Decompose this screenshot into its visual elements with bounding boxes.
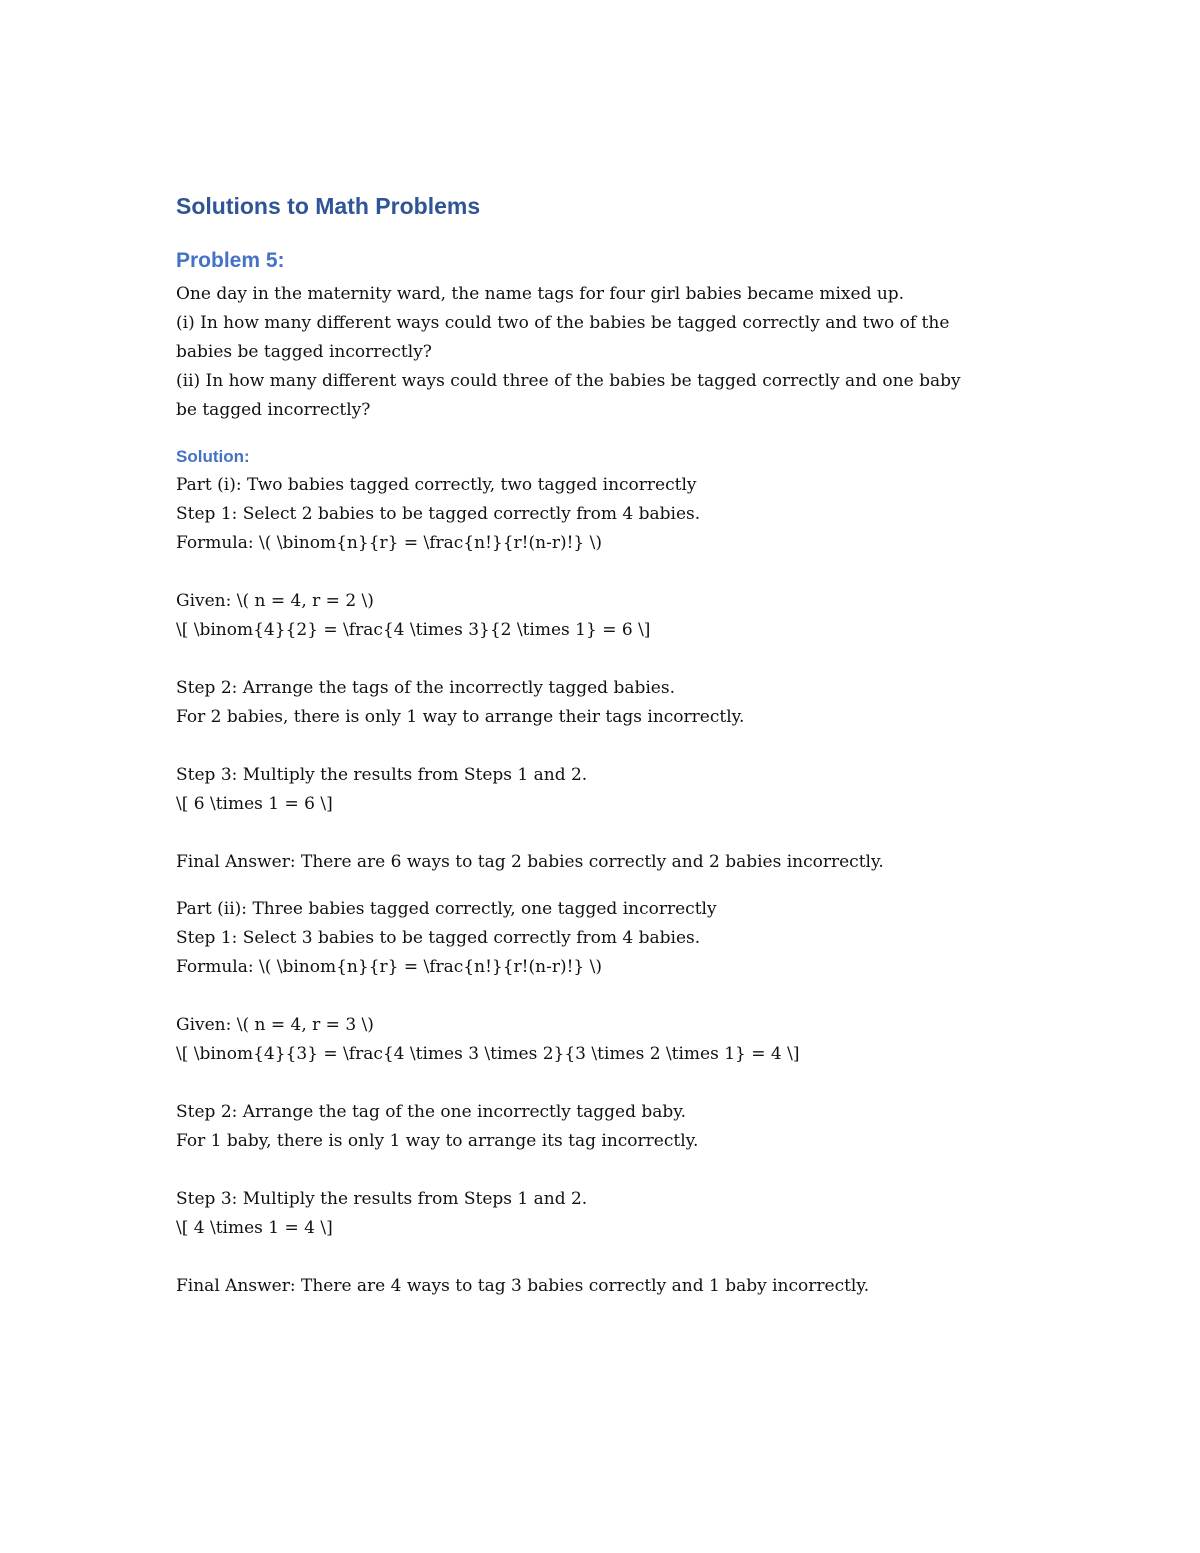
spacer	[176, 558, 1036, 587]
formula-text: Formula: \( \binom{n}{r} = \frac{n!}{r!(n-r)!} \)	[176, 533, 602, 553]
step-3-calculation: \[ 4 \times 1 = 4 \]	[176, 1218, 333, 1238]
spacer	[176, 982, 1036, 1011]
problem-line: babies be tagged incorrectly?	[176, 342, 432, 362]
step-3-text: Step 3: Multiply the results from Steps 1 and 2.	[176, 1189, 588, 1209]
part-title: Part (i): Two babies tagged correctly, two tagged incorrectly	[176, 475, 697, 495]
solution-part-2	[176, 895, 1036, 1301]
calculation-text: \[ \binom{4}{3} = \frac{4 \times 3 \times 2}{3 \times 2 \times 1} = 4 \]	[176, 1044, 800, 1064]
problem-heading: Problem 5:	[176, 249, 285, 272]
spacer	[176, 1069, 1036, 1098]
step-1-text: Step 1: Select 2 babies to be tagged correctly from 4 babies.	[176, 504, 701, 524]
spacer	[176, 1243, 1036, 1272]
step-2-detail: For 2 babies, there is only 1 way to arrange their tags incorrectly.	[176, 707, 745, 727]
solution-part-1	[176, 471, 1036, 877]
solution-heading: Solution:	[176, 447, 250, 466]
spacer	[176, 732, 1036, 761]
given-text: Given: \( n = 4, r = 2 \)	[176, 591, 374, 611]
formula-text: Formula: \( \binom{n}{r} = \frac{n!}{r!(n-r)!} \)	[176, 957, 602, 977]
part-title: Part (ii): Three babies tagged correctly, one tagged incorrectly	[176, 899, 717, 919]
problem-line: (i) In how many different ways could two of the babies be tagged correctly and two of the	[176, 313, 950, 333]
step-3-text: Step 3: Multiply the results from Steps 1 and 2.	[176, 765, 588, 785]
final-answer: Final Answer: There are 6 ways to tag 2 babies correctly and 2 babies incorrectly.	[176, 852, 884, 872]
spacer	[176, 819, 1036, 848]
step-3-calculation: \[ 6 \times 1 = 6 \]	[176, 794, 333, 814]
calculation-text: \[ \binom{4}{2} = \frac{4 \times 3}{2 \times 1} = 6 \]	[176, 620, 651, 640]
step-2-text: Step 2: Arrange the tag of the one incorrectly tagged baby.	[176, 1102, 687, 1122]
step-2-text: Step 2: Arrange the tags of the incorrectly tagged babies.	[176, 678, 675, 698]
spacer	[176, 645, 1036, 674]
given-text: Given: \( n = 4, r = 3 \)	[176, 1015, 374, 1035]
document-page	[176, 190, 1036, 1301]
step-1-text: Step 1: Select 3 babies to be tagged correctly from 4 babies.	[176, 928, 701, 948]
step-2-detail: For 1 baby, there is only 1 way to arrange its tag incorrectly.	[176, 1131, 699, 1151]
problem-line: One day in the maternity ward, the name tags for four girl babies became mixed up.	[176, 284, 905, 304]
document-title: Solutions to Math Problems	[176, 193, 481, 219]
final-answer: Final Answer: There are 4 ways to tag 3 babies correctly and 1 baby incorrectly.	[176, 1276, 870, 1296]
spacer	[176, 1156, 1036, 1185]
problem-statement	[176, 280, 1036, 425]
problem-line: (ii) In how many different ways could three of the babies be tagged correctly and one baby	[176, 371, 961, 391]
spacer	[176, 877, 1036, 895]
problem-line: be tagged incorrectly?	[176, 400, 371, 420]
